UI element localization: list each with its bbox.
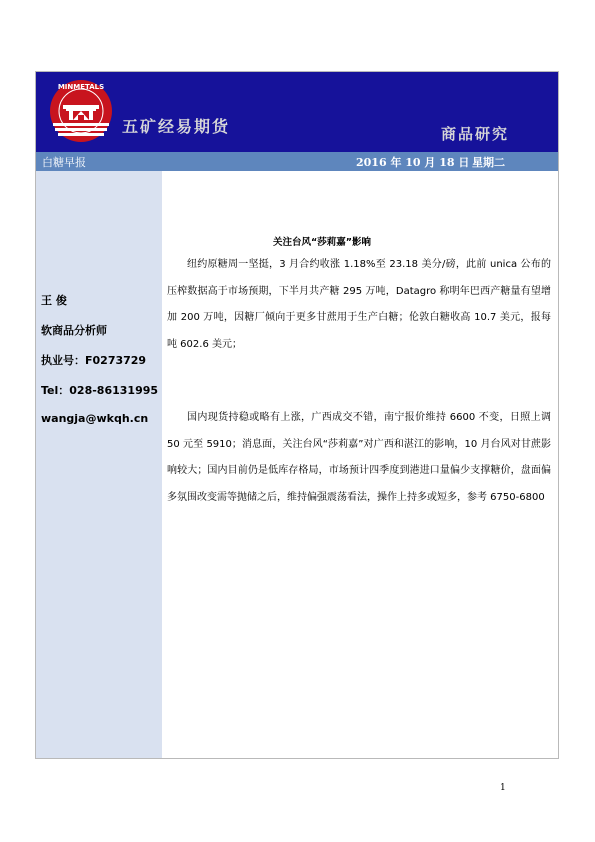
article-paragraph: 纽约原糖周一坚挺，3 月合约收涨 1.18%至 23.18 美分/磅，此前 unica 公布的压榨数据高于市场预期，下半月共产糖 295 万吨，Datagro 称明年巴西产糖量有望增加 200 万吨，因糖厂倾向于更多甘蔗用于生产白糖；伦敦白糖收高 10.7 美元，报每吨 602.6 美元； — [167, 259, 551, 350]
minmetals-logo — [49, 79, 113, 143]
author-sidebar — [36, 171, 162, 758]
report-date: 2016 年 10 月 18 日 — [356, 156, 470, 169]
author-name: 王 俊 — [41, 294, 67, 307]
report-header — [36, 72, 558, 152]
report-subbar — [36, 152, 558, 171]
author-tel: Tel：028-86131995 — [41, 384, 159, 397]
page-number: 1 — [500, 783, 506, 793]
logo-ring-text: MINMETALS — [57, 83, 105, 91]
report-weekday: 星期二 — [472, 156, 505, 169]
company-name: 五矿经易期货 — [122, 117, 231, 136]
author-title: 软商品分析师 — [41, 324, 107, 337]
article-title: 关注台风“莎莉嘉”影响 — [273, 237, 371, 248]
report-name: 白糖早报 — [42, 156, 86, 169]
section-title: 商品研究 — [441, 125, 510, 143]
author-email: wangja@wkqh.cn — [41, 412, 149, 425]
author-license: 执业号：F0273729 — [41, 354, 147, 367]
article-paragraph: 国内现货持稳或略有上涨，广西成交不错，南宁报价维持 6600 不变，日照上调 50 元至 5910；消息面，关注台风“莎莉嘉”对广西和湛江的影响，10 月台风对甘蔗影响较大；国内目前仍是低库存格局，市场预计四季度到港进口量偏少支撑糖价，盘面偏多氛围改变需等抛储之后，维持偏强震荡看法，操作上持多或短多，参考 6750-6800 — [167, 412, 551, 503]
